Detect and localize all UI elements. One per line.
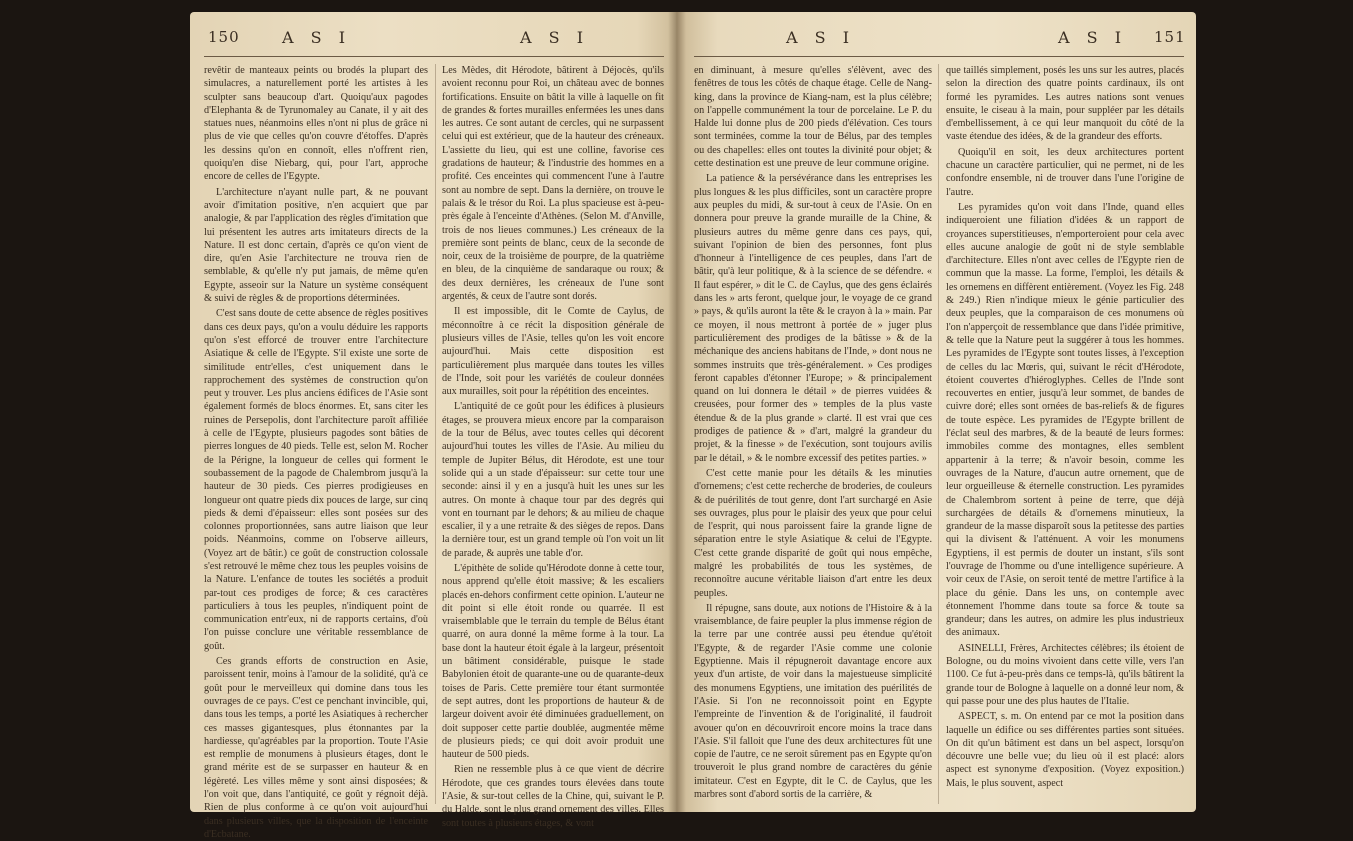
running-head-right-a: A S I — [786, 28, 856, 47]
column-divider — [435, 64, 436, 804]
paragraph: C'est cette manie pour les détails & les minuties d'ornemens; c'est cette recherche de broderies, de couleurs & de puérilités de tout genre, dont l'art surchargé en Asie ses ouvrages, plus pour le plaisir des yeux que pour celui de l'esprit, qui nous paroissent faire la grande ligne de séparation entre le style Asiatique & celui de l'Egypte. C'est cette grande disparité de goût qui nous empêche, malgré les probabilités de tous les systèmes, de reconnoître aucune véritable liaison d'art entre les deux peuples. — [694, 467, 932, 599]
running-head-left-a: A S I — [282, 28, 352, 47]
paragraph: ASPECT, s. m. On entend par ce mot la position dans laquelle un édifice ou ses différentes parties sont situées. On dit qu'un bâtiment est dans un bel aspect, lorsqu'on découvre une belle vue; du lieu où il est placé: alors aspect est synonyme d'exposition. (Voyez exposition.) Mais, le plus souvent, aspect — [946, 711, 1184, 789]
paragraph: revêtir de manteaux peints ou brodés la plupart des simulacres, a naturellement porté les artistes à les sculpter sans beaucoup d'art. Quoiqu'aux pagodes d'Elephanta & de Tyrunomaley au Canate, il y ait des statues nues, néanmoins elles n'ont ni plus de grâce ni plus de vie que celles qu'on couvre d'étoffes. D'après les dessins qu'on en connoît, elles n'offrent rien, quoiqu'en dise Niebarg, qui, pour l'art, approche encore de celles de l'Egypte. — [204, 65, 428, 183]
right-page-column-2 — [946, 64, 1184, 804]
page-number-left: 150 — [208, 28, 240, 46]
right-page — [676, 12, 1196, 812]
paragraph: que taillés simplement, posés les uns sur les autres, placés selon la direction des quatre points cardinaux, ils ont formé les pyramides. Les autres nations sont venues ensuite, le ciseau à la main, pour suppléer par les détails d'embellissement, à ce qui leur manquoit du côté de la vaste étendue des idées, & de la grandeur des efforts. — [946, 65, 1184, 143]
paragraph: La patience & la persévérance dans les entreprises les plus longues & les plus difficiles, sont un caractère propre aux peuples du midi, & sur-tout à ceux de l'Asie. On en donnera pour preuve la grande muraille de la Chine, & plusieurs autres du même genre dans ces pays, qui, suivant l'opinion de bien des personnes, font plus d'honneur à l'intelligence de ces peuples, dans l'art de bâtir, qu'à leur politique, & à la science de se défendre. « Il faut espérer, » dit le C. de Caylus, que des gens éclairés dans les » arts feront, quelque jour, le voyage de ce grand » pays, & qu'ils auront la tête & le crayon à la » main. Par ce moyen, il nous mettront à portée de » juger plus particulièrement des prodiges de la bâtisse » & de la méchanique des anciens habitans de l'Inde, » dont nous ne sommes instruits que très-généralement. » Ces prodiges feront capables d'étonner l'Europe; » & principalement quand on lui donnera le détail » de pierres vuidées & creusées, pour former des » temples de la plus vaste étendue & de la plus grande » clarté. Il est vrai que ces prodiges de patience & » d'art, malgré la grandeur du projet, & la finesse » de l'exécution, sont toujours avilis par le détail, » & le nombre excessif des petites parties. » — [694, 173, 932, 464]
page-number-right: 151 — [1154, 28, 1186, 46]
paragraph: Les pyramides qu'on voit dans l'Inde, quand elles indiqueroient une filiation d'idées & un rapport de croyances superstitieuses, n'emporteroient pour cela avec elles aucune analogie de goût ni de style semblable d'architecture. Elles n'ont avec celles de l'Egypte rien de commun que la masse. La forme, l'emploi, les détails & les ornemens en diffèrent entièrement. (Voyez les Fig. 248 & 249.) Rien n'indique mieux le génie particulier des deux peuples, que la comparaison de ces monumens où l'on n'apperçoit de ressemblance que dans l'idée primitive, & telle que la Nature peut la suggérer à tous les hommes. Les pyramides de l'Egypte sont toutes lisses, à l'exception de celles du lac Mœris, qui, suivant le récit d'Hérodote, étoient couvertes d'hiéroglyphes. Celles de l'Inde sont recouvertes en entier, jusqu'à leur sommet, de bandes de cuivre doré; elles sont ornées de bas-reliefs & de figures de toute espèce. Les pyramides de l'Egypte brillent de l'éclat seul des marbres, & de la beauté de leurs formes: immobiles comme des montagnes, elles semblent appartenir à la terre; & n'avoir besoin, comme les ouvrages de la Nature, d'aucun autre ornement, que de leur orgueilleuse & éternelle construction. Les pyramides de Chalembrom sortent à peine de terre, que déjà surchargées de détails & d'ornemens minutieux, la grandeur de la masse disparoît sous la petitesse des parties qui la divisent & l'atténuent. A voir les monumens Egyptiens, il est permis de douter un instant, s'ils sont l'ouvrage de l'homme ou d'une intelligence supérieure. A voir ceux de l'Asie, on seroit tenté de mettre l'artifice à la place du génie. Dans les uns, on contemple avec étonnement l'homme dans toute sa force & toute sa grandeur; dans les autres, on admire les plus industrieux des animaux. — [946, 201, 1184, 639]
paragraph: Quoiqu'il en soit, les deux architectures portent chacune un caractère particulier, qui ne permet, ni de les confondre ensemble, ni de trouver dans l'une l'origine de l'autre. — [946, 146, 1184, 198]
left-page-header — [190, 28, 676, 50]
left-page — [190, 12, 676, 840]
right-page-header — [676, 28, 1196, 50]
paragraph: Les Mèdes, dit Hérodote, bâtirent à Déjocès, qu'ils avoient reconnu pour Roi, un château avec de bonnes fortifications. Ensuite on bâtit la ville à laquelle on fit de grandes & fortes murailles enfermées les unes dans les autres. Ce sont autant de cercles, qui ne surpassent celui qui est extérieur, que de la hauteur des créneaux. L'assiette du lieu, qui est une colline, favorise ces gradations de hauteur; & l'industrie des hommes en a profité. Ces enceintes qui commencent l'une à l'autre sont au nombre de sept. Dans la dernière, on trouve le palais & le trésor du Roi. La plus spacieuse est à-peu-près égale à l'enceinte d'Athènes. (Selon M. d'Anville, trois de nos lieues communes.) Les créneaux de la première sont peints de blanc, ceux de la seconde de noir, ceux de la troisième de pourpre, de la quatrième en bleu, de la cinquième de sandaraque ou roux; & des deux dernières, les créneaux de l'une sont argentés, & ceux de l'autre sont dorés. — [442, 65, 664, 303]
paragraph: L'épithète de solide qu'Hérodote donne à cette tour, nous apprend qu'elle étoit massive; & les escaliers placés en-dehors confirment cette opinion. L'auteur ne dit point si elle étoit ronde ou quarrée. Il est vraisemblable que le terrain du temple de Bélus étant quarré, on aura donné la même forme à la tour. La base dont la hauteur étoit égale à la largeur, présentoit un bâtiment considérable, puisque le stade Babylonien étoit de quarante-une ou de quarante-deux toises de Paris. Cette première tour étant surmontée de sept autres, dont les proportions de hauteur & de largeur doivent avoir été diminuées graduellement, on doit supposer cette partie doublée, augmentée même de plusieurs pieds; ce qui doit avoir produit une hauteur de 500 pieds. — [442, 562, 664, 761]
paragraph: en diminuant, à mesure qu'elles s'élèvent, avec des fenêtres de tous les côtés de chaque étage. Celle de Nang-king, dans la province de Kiang-nam, est la plus célèbre; on l'appelle communément la tour de porcelaine. Le P. du Halde lui donne plus de 200 pieds d'élévation. Ces tours sont terminées, comme la tour de Bélus, par des temples ou des chapelles: elles ont toutes la divinité pour objet; & cette destination est une preuve de leur commune origine. — [694, 65, 932, 170]
paragraph: Il répugne, sans doute, aux notions de l'Histoire & à la vraisemblance, de faire peupler la plus immense région de la terre par une contrée aussi peu étendue qu'étoit l'Egypte, & de regarder l'Asie comme une colonie Egyptienne. Mais il répugneroit davantage encore aux yeux d'un artiste, de voir dans la majestueuse simplicité des monumens Egyptiens, une imitation des puérilités de l'Asie. Si l'on ne reconnoissoit point en Egypte l'empreinte de l'invention & de l'originalité, il faudroit avouer qu'on en découvriroit encore moins la trace dans l'Asie. S'il falloit que l'une des deux architectures fût une copie de l'autre, ce ne seroit sûrement pas en Egypte qu'on trouveroit le plus grand nombre de caractères du génie imitateur. C'est en Egypte, dit le C. de Caylus, que les marbres sont d'abord sortis de la carrière, & — [694, 602, 932, 801]
paragraph: L'architecture n'ayant nulle part, & ne pouvant avoir d'imitation positive, n'en acquiert que par analogie, & par l'application des règles d'imitation que lui présentent les autres arts imitateurs directs de la Nature. Il est donc certain, d'après ce qu'on vient de dire, qu'en Asie l'architecture ne trouva rien de semblable, & qu'elle n'y put jamais, de même qu'en Egypte, asseoir sur la Nature un système conséquent & suivi de règles & de proportions déterminées. — [204, 186, 428, 305]
running-head-left-b: A S I — [520, 28, 590, 47]
paragraph: Ces grands efforts de construction en Asie, paroissent tenir, moins à l'amour de la solidité, qu'à ce goût pour le merveilleux qui domine dans tous les ouvrages de ce pays. C'est ce penchant invincible, qui, dans tous les temps, a porté les Asiatiques à rechercher ces masses gigantesques, plus étonnantes par la hardiesse, qu'agréables par la proportion. Toute l'Asie est remplie de monumens à plusieurs étages, dont le grand mérite est de se surpasser en hauteur & en légèreté. Les villes même y sont ainsi disposées; & l'on voit que, dans l'antiquité, ce goût y régnoit déjà. Rien de plus conforme à ce qu'on voit aujourd'hui dans plusieurs villes, que la disposition de l'enceinte d'Ecbatane. — [204, 656, 428, 840]
column-divider — [938, 64, 939, 804]
left-page-column-1 — [204, 64, 428, 840]
running-head-right-b: A S I — [1058, 28, 1128, 47]
paragraph: ASINELLI, Frères, Architectes célèbres; ils étoient de Bologne, ou du moins vivoient dans cette ville, vers l'an 1100. Ce fut à-peu-près dans ce temps-là, qu'ils bâtirent la grande tour de Bologne à laquelle on a donné leur nom, & qui passe pour une des plus hautes de l'Italie. — [946, 642, 1184, 707]
left-page-column-2 — [442, 64, 664, 829]
paragraph: L'antiquité de ce goût pour les édifices à plusieurs étages, se prouvera mieux encore par la comparaison de la tour de Bélus, avec toutes celles qui décorent aujourd'hui toutes les villes de l'Asie. Au milieu du temple de Jupiter Bélus, dit Hérodote, est une tour solide qui a un stade d'épaisseur: sur cette tour une seconde: ainsi il y en a jusqu'à huit les unes sur les autres. On monte à chaque tour par des degrés qui vont en tournant par le dehors; & au milieu de chaque escalier, il y a une retraite & des sièges de repos. Dans la dernière tour, est un grand temple où l'on voit un lit de parade, & auprès une table d'or. — [442, 401, 664, 559]
header-rule-left — [204, 56, 664, 57]
right-page-column-1 — [694, 64, 932, 804]
book-gutter — [668, 12, 686, 812]
paragraph: Rien ne ressemble plus à ce que vient de décrire Hérodote, que ces grandes tours élevées dans toute l'Asie, & sur-tout celles de la Chine, qui, suivant le P. du Halde, sont le plus grand ornement des villes. Elles sont toutes à plusieurs étages, & vont — [442, 764, 664, 829]
paragraph: Il est impossible, dit le Comte de Caylus, de méconnoître à ce récit la disposition générale de plusieurs villes de l'Asie, telles qu'on les voit encore aujourd'hui. Mais cette disposition est particulièrement plus marquée dans toutes les villes de l'Inde, soit pour les variétés de couleur données aux murailles, soit pour la répétition des enceintes. — [442, 306, 664, 398]
paragraph: C'est sans doute de cette absence de règles positives dans ces deux pays, qu'on a voulu déduire les rapports qu'on s'est efforcé de trouver entre l'architecture Asiatique & celle de l'Egypte. S'il existe une sorte de similitude entr'elles, c'est uniquement dans le rapprochement des systèmes de construction qu'on peut y trouver. Les plus anciens édifices de l'Asie sont également formés de blocs énormes. Et, sans citer les ruines de Persepolis, dont l'architecture paroît affiliée à celle de l'Egypte, plusieurs pagodes sont bâties de pierres longues de 40 pieds. Telle est, selon M. Rocher de la Périgne, la longueur de celles qui forment le soubassement de la pagode de Chalembrom jusqu'à la hauteur de 30 pieds. Ces pierres prodigieuses en longueur ont quatre pieds dix pouces de large, sur cinq pieds & demi d'épaisseur: elles sont posées sur des colonnes proportionnées, sans autre liaison que leur poids. Néanmoins, comme on l'observe ailleurs, (Voyez art de bâtir.) ce goût de construction colossale s'est retrouvé le même chez tous les peuples voisins de la Nature. L'enfance de toutes les sociétés a produit par-tout ces prodiges de force; & ces caractères particuliers à tous les peuples, n'indiquent point de communication entr'eux, ni de rapports certains, d'où l'on puisse conclure une véritable ressemblance de goût. — [204, 308, 428, 652]
header-rule-right — [694, 56, 1184, 57]
